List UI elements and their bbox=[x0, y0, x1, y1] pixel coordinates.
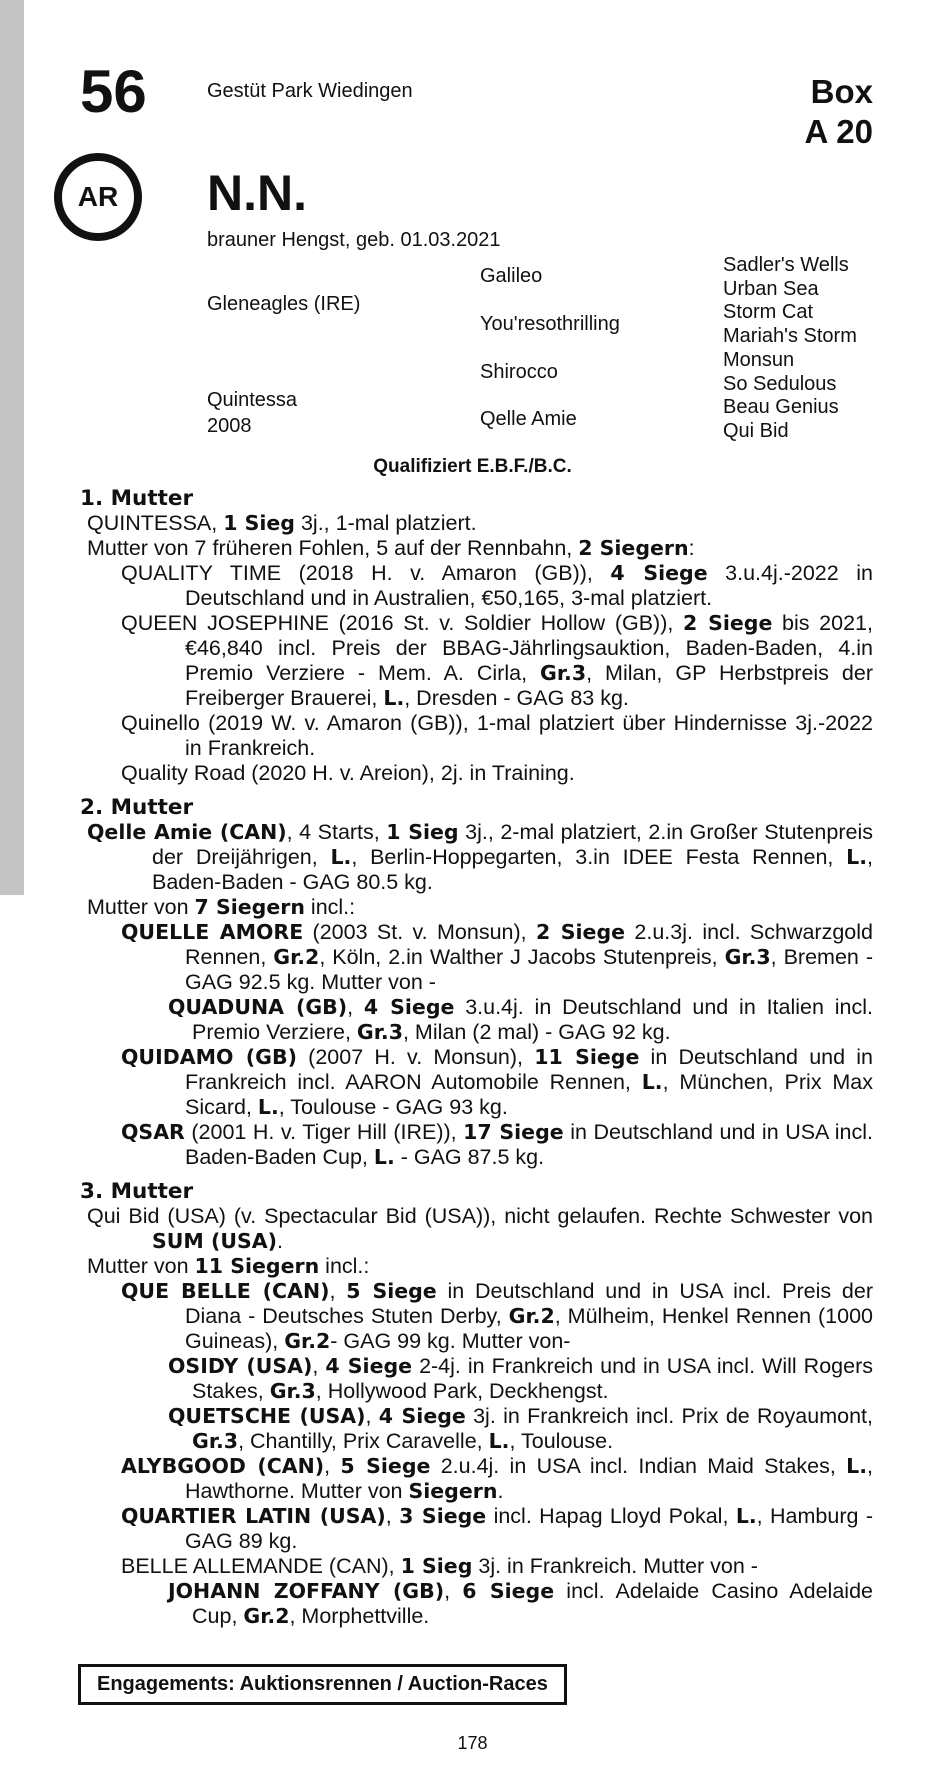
bold-text: 4 Siege bbox=[363, 995, 455, 1019]
pedigree-gen3-name: Monsun bbox=[723, 348, 795, 371]
entry-text: , Toulouse. bbox=[509, 1429, 614, 1453]
entry-text: Qui Bid (USA) (v. Spectacular Bid (USA)), nicht gelaufen. Rechte Schwester von bbox=[87, 1204, 873, 1228]
entry-text: bis 2021, €46,840 incl. Preis der BBAG-Jährlingsauktion, Baden-Baden, 4.in Premio Verziere - Mem. A. Cirla, bbox=[185, 611, 873, 685]
bold-text: QUETSCHE (USA) bbox=[168, 1404, 366, 1428]
horse-name: N.N. bbox=[207, 165, 307, 221]
breeder-name: Gestüt Park Wiedingen bbox=[207, 80, 413, 102]
bold-text: L. bbox=[373, 1145, 395, 1169]
entry-text: 2.u.3j. incl. Schwarzgold Rennen, bbox=[185, 920, 873, 969]
entry-text: incl.: bbox=[304, 895, 356, 919]
bold-text: 17 Siege bbox=[463, 1120, 564, 1144]
entry-text: BELLE ALLEMANDE (CAN), bbox=[121, 1554, 401, 1578]
bold-text: 5 Siege bbox=[340, 1454, 431, 1478]
bold-text: Gr.3 bbox=[192, 1429, 239, 1453]
pedigree-third-generation bbox=[723, 254, 857, 444]
entry-text: Mutter von bbox=[87, 1254, 195, 1278]
pedigree-dam-sire: Shirocco bbox=[480, 361, 558, 383]
horse-description: brauner Hengst, geb. 01.03.2021 bbox=[207, 229, 501, 251]
entry-text: , bbox=[444, 1579, 463, 1603]
pedigree-entry bbox=[80, 611, 873, 711]
entry-text: , Bremen - GAG 92.5 kg. Mutter von - bbox=[185, 945, 873, 994]
bold-text: 2 Siege bbox=[683, 611, 773, 635]
pedigree-entry bbox=[80, 895, 873, 920]
entry-text: : bbox=[688, 536, 695, 560]
bold-text: L. bbox=[846, 1454, 867, 1478]
bold-text: QUARTIER LATIN (USA) bbox=[121, 1504, 386, 1528]
bold-text: 7 Siegern bbox=[194, 895, 305, 919]
entry-text: , Baden-Baden - GAG 80.5 kg. bbox=[152, 845, 873, 894]
bold-text: Siegern bbox=[408, 1479, 498, 1503]
bold-text: OSIDY (USA) bbox=[168, 1354, 313, 1378]
entry-text: - GAG 99 kg. Mutter von- bbox=[330, 1329, 571, 1353]
pedigree-gen3-name: Beau Genius bbox=[723, 396, 839, 419]
entry-text: 3.u.4j. in Deutschland und in Italien incl. Premio Verziere, bbox=[192, 995, 873, 1044]
entry-text: , Toulouse - GAG 93 kg. bbox=[278, 1095, 508, 1119]
box-location bbox=[805, 72, 873, 152]
entry-text: , 4 Starts, bbox=[286, 820, 387, 844]
box-number: A 20 bbox=[804, 113, 873, 150]
entry-text: (2001 H. v. Tiger Hill (IRE)), bbox=[184, 1120, 464, 1144]
bold-text: QUE BELLE (CAN) bbox=[121, 1279, 330, 1303]
bold-text: L. bbox=[257, 1095, 279, 1119]
entry-text: 2.u.4j. in USA incl. Indian Maid Stakes, bbox=[430, 1454, 847, 1478]
bold-text: 4 Siege bbox=[325, 1354, 413, 1378]
entry-text: , Hawthorne. Mutter von bbox=[185, 1454, 873, 1503]
entry-text: Mutter von 7 früheren Fohlen, 5 auf der Rennbahn, bbox=[87, 536, 579, 560]
entry-text: Mutter von bbox=[87, 895, 195, 919]
section-heading: 3. Mutter bbox=[80, 1179, 194, 1204]
pedigree-entry bbox=[80, 1454, 873, 1504]
entry-text: . bbox=[497, 1479, 504, 1503]
pedigree-entry bbox=[80, 1254, 873, 1279]
entry-text: , bbox=[324, 1454, 341, 1478]
entry-text: incl.: bbox=[319, 1254, 370, 1278]
bold-text: QSAR bbox=[121, 1120, 185, 1144]
bold-text: Gr.2 bbox=[243, 1604, 290, 1628]
entry-text: , Milan, GP Herbstpreis der Freiberger Brauerei, bbox=[185, 661, 873, 710]
bold-text: SUM (USA) bbox=[152, 1229, 277, 1253]
bold-text: 11 Siegern bbox=[194, 1254, 320, 1278]
bold-text: Gr.3 bbox=[269, 1379, 316, 1403]
bold-text: L. bbox=[846, 845, 868, 869]
entry-text: , Hollywood Park, Deckhengst. bbox=[315, 1379, 609, 1403]
pedigree-dam-dam: Qelle Amie bbox=[480, 408, 577, 430]
entry-text: 3j., 2-mal platziert, 2.in Großer Stutenpreis der Dreijährigen, bbox=[152, 820, 873, 869]
entry-text: QUINTESSA, bbox=[87, 511, 224, 535]
entry-text: , bbox=[385, 1504, 400, 1528]
pedigree-gen3-name: Storm Cat bbox=[723, 301, 814, 324]
entry-text: , Berlin-Hoppegarten, 3.in IDEE Festa Rennen, bbox=[351, 845, 847, 869]
bold-text: 4 Siege bbox=[378, 1404, 466, 1428]
pedigree-gen3-name: Sadler's Wells bbox=[723, 254, 849, 276]
bold-text: L. bbox=[383, 686, 405, 710]
entry-text: 3j. in Frankreich. Mutter von - bbox=[472, 1554, 758, 1578]
pedigree-gen3-name: Urban Sea bbox=[723, 277, 819, 300]
engagements-box: Engagements: Auktionsrennen / Auction-Races bbox=[78, 1664, 567, 1705]
bold-text: L. bbox=[735, 1504, 757, 1528]
entry-text: , bbox=[365, 1404, 379, 1428]
bold-text: L. bbox=[330, 845, 352, 869]
bold-text: QUIDAMO (GB) bbox=[121, 1045, 297, 1069]
bold-text: 1 Sieg bbox=[400, 1554, 473, 1578]
entry-text: , Köln, 2.in Walther J Jacobs Stutenpreis, bbox=[319, 945, 725, 969]
lot-number: 56 bbox=[80, 58, 147, 125]
entry-text: (2007 H. v. Monsun), bbox=[296, 1045, 535, 1069]
entry-text: incl. Hapag Lloyd Pokal, bbox=[486, 1504, 736, 1528]
pedigree-entry bbox=[80, 1204, 873, 1254]
entry-text: 2-4j. in Frankreich und in USA incl. Will Rogers Stakes, bbox=[192, 1354, 873, 1403]
bold-text: 4 Siege bbox=[610, 561, 708, 585]
entry-text: , bbox=[347, 995, 364, 1019]
entry-text: , bbox=[329, 1279, 347, 1303]
section-heading: 2. Mutter bbox=[80, 795, 194, 820]
pedigree-dam: Quintessa bbox=[207, 389, 298, 411]
bold-text: 3 Siege bbox=[399, 1504, 487, 1528]
bold-text: Qelle Amie (CAN) bbox=[87, 820, 287, 844]
entry-text: , Morphettville. bbox=[289, 1604, 430, 1628]
entry-text: in Deutschland und in USA incl. Baden-Baden Cup, bbox=[185, 1120, 873, 1169]
entry-text: , Milan (2 mal) - GAG 92 kg. bbox=[402, 1020, 671, 1044]
bold-text: QUADUNA (GB) bbox=[168, 995, 348, 1019]
entry-text: , Chantilly, Prix Caravelle, bbox=[238, 1429, 489, 1453]
entry-text: , Hamburg - GAG 89 kg. bbox=[185, 1504, 873, 1553]
pedigree-entry bbox=[80, 920, 873, 995]
pedigree-entry bbox=[80, 1120, 873, 1170]
entry-text: in Deutschland und in USA incl. Preis der Diana - Deutsches Stuten Derby, bbox=[185, 1279, 873, 1328]
entry-text: Quinello (2019 W. v. Amaron (GB)), 1-mal platziert über Hindernisse 3j.-2022 in Frankreich. bbox=[121, 711, 873, 760]
pedigree-entry bbox=[80, 536, 873, 561]
pedigree-gen3-name: Mariah's Storm bbox=[723, 325, 857, 348]
pedigree-entry bbox=[80, 995, 873, 1045]
ar-badge: AR bbox=[54, 153, 142, 241]
entry-text: QUALITY TIME (2018 H. v. Amaron (GB)), bbox=[121, 561, 611, 585]
bold-text: Gr.2 bbox=[273, 945, 320, 969]
pedigree-sire-dam: You'resothrilling bbox=[480, 313, 620, 335]
entry-text: , Dresden - GAG 83 kg. bbox=[404, 686, 629, 710]
bold-text: 2 Siegern bbox=[578, 536, 689, 560]
entry-text: incl. Adelaide Casino Adelaide Cup, bbox=[192, 1579, 873, 1628]
qualification-note: Qualifiziert E.B.F./B.C. bbox=[373, 456, 572, 477]
pedigree-sire-sire: Galileo bbox=[480, 265, 543, 287]
entry-text: 3.u.4j.-2022 in Deutschland und in Australien, €50,165, 3-mal platziert. bbox=[185, 561, 873, 610]
entry-text: , bbox=[312, 1354, 326, 1378]
bold-text: 5 Siege bbox=[346, 1279, 437, 1303]
pedigree-gen3-name: So Sedulous bbox=[723, 372, 837, 395]
page-number: 178 bbox=[457, 1733, 488, 1753]
bold-text: Gr.3 bbox=[540, 661, 587, 685]
bold-text: 2 Siege bbox=[535, 920, 626, 944]
pedigree-dam-year: 2008 bbox=[207, 415, 252, 437]
bold-text: ALYBGOOD (CAN) bbox=[121, 1454, 325, 1478]
bold-text: QUELLE AMORE bbox=[121, 920, 304, 944]
pedigree-entry bbox=[80, 1045, 873, 1120]
entry-text: in Deutschland und in Frankreich incl. AARON Automobile Rennen, bbox=[185, 1045, 873, 1094]
pedigree-entry bbox=[80, 1279, 873, 1354]
pedigree-entry bbox=[80, 561, 873, 611]
entry-text: - GAG 87.5 kg. bbox=[394, 1145, 545, 1169]
pedigree-entry bbox=[80, 1354, 873, 1404]
entry-text: QUEEN JOSEPHINE (2016 St. v. Soldier Hollow (GB)), bbox=[121, 611, 683, 635]
bold-text: L. bbox=[641, 1070, 663, 1094]
bold-text: JOHANN ZOFFANY (GB) bbox=[168, 1579, 445, 1603]
bold-text: Gr.3 bbox=[724, 945, 771, 969]
pedigree-entry bbox=[80, 711, 873, 761]
bold-text: Gr.2 bbox=[508, 1304, 555, 1328]
pedigree-entry bbox=[80, 1404, 873, 1454]
pedigree-entry bbox=[80, 1579, 873, 1629]
bold-text: 1 Sieg bbox=[223, 511, 295, 535]
entry-text: . bbox=[276, 1229, 283, 1253]
dam-line-content bbox=[80, 486, 873, 1629]
bold-text: Gr.3 bbox=[356, 1020, 403, 1044]
pedigree-entry bbox=[80, 1554, 873, 1579]
box-label: Box bbox=[810, 73, 873, 110]
entry-text: , Mülheim, Henkel Rennen (1000 Guineas), bbox=[185, 1304, 874, 1353]
entry-text: (2003 St. v. Monsun), bbox=[303, 920, 536, 944]
entry-text: Quality Road (2020 H. v. Areion), 2j. in Training. bbox=[121, 761, 575, 785]
pedigree-entry bbox=[80, 511, 873, 536]
pedigree-entry bbox=[80, 820, 873, 895]
entry-text: 3j., 1-mal platziert. bbox=[294, 511, 477, 535]
bold-text: 6 Siege bbox=[462, 1579, 555, 1603]
pedigree-entry bbox=[80, 761, 873, 786]
pedigree-sire: Gleneagles (IRE) bbox=[207, 293, 361, 315]
bold-text: 11 Siege bbox=[534, 1045, 640, 1069]
entry-text: 3j. in Frankreich incl. Prix de Royaumont, bbox=[465, 1404, 873, 1428]
bold-text: 1 Sieg bbox=[386, 820, 459, 844]
section-heading: 1. Mutter bbox=[80, 486, 194, 511]
side-margin-bar bbox=[0, 0, 24, 895]
pedigree-entry bbox=[80, 1504, 873, 1554]
entry-text: , München, Prix Max Sicard, bbox=[185, 1070, 874, 1119]
pedigree-gen3-name: Qui Bid bbox=[723, 419, 789, 442]
bold-text: L. bbox=[488, 1429, 510, 1453]
bold-text: Gr.2 bbox=[284, 1329, 331, 1353]
